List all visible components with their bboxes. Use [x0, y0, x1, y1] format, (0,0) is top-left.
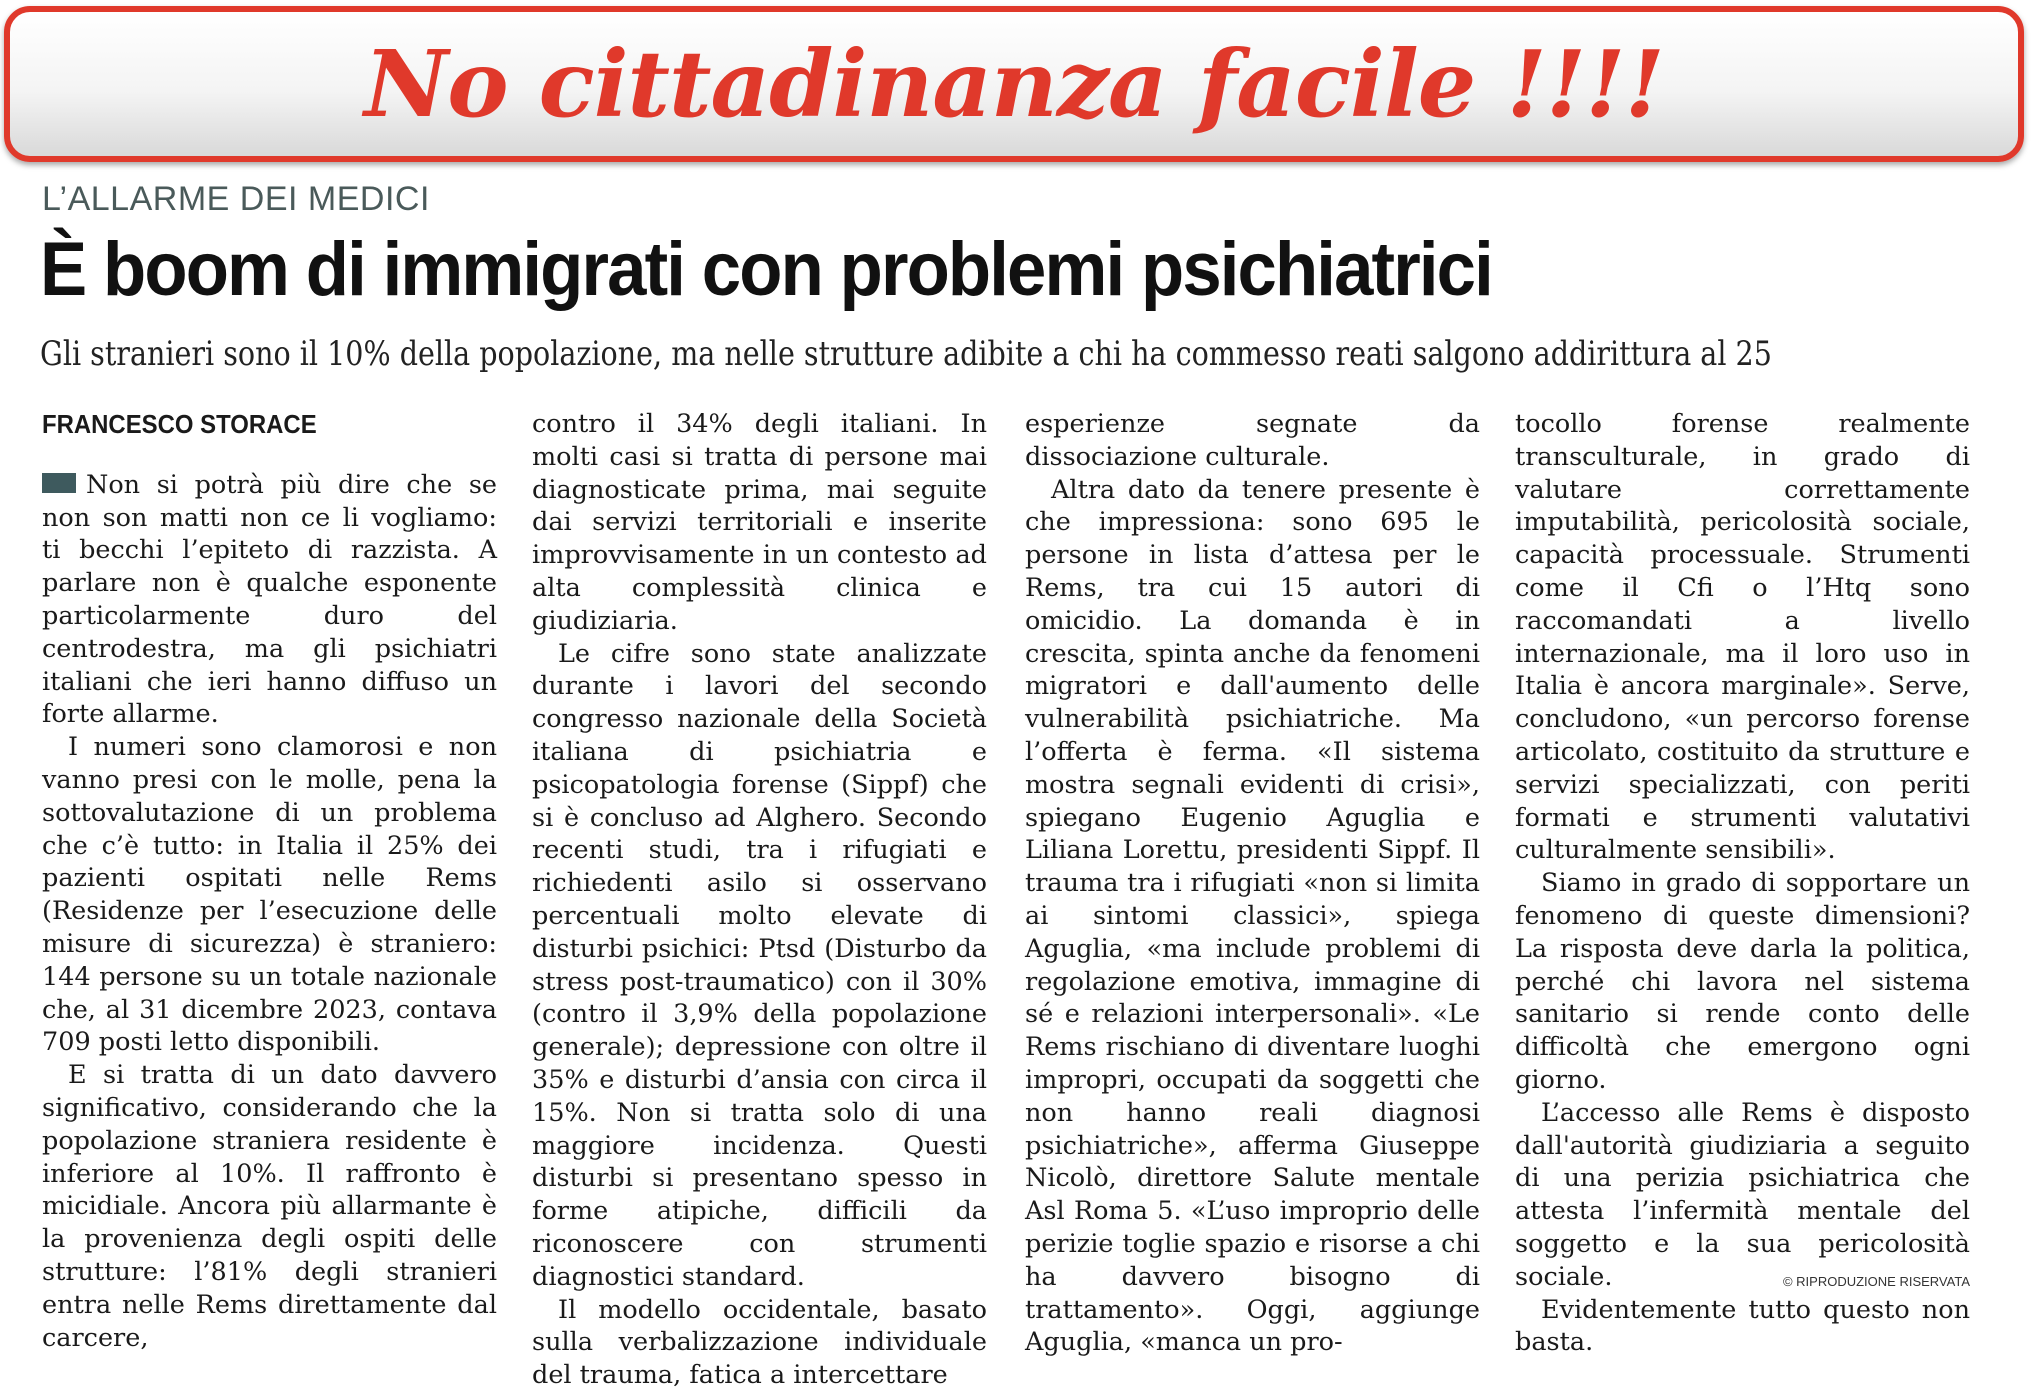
article-paragraph: E si tratta di un dato davvero significativo, considerando che la popolazione straniera residente è inferiore al 10%. Il raffronto è micidiale. Ancora più allarmante è la provenienza degli ospiti delle strutture: l’81% degli stranieri entra nelle Rems direttamente dal carcere, — [42, 1060, 497, 1353]
article-paragraph: Altra dato da tenere presente è che impressiona: sono 695 le persone in lista d’attesa per le Rems, tra cui 15 autori di omicidio. La domanda è in crescita, spinta anche da fenomeni migratori e dall'aumento delle vulnerabilità psichiatriche. Ma l’offerta è ferma. «Il sistema mostra segnali evidenti di crisi», spiegano Eugenio Aguglia e Liliana Lorettu, presidenti Sippf. Il trauma tra i rifugiati «non si limita ai sintomi classici», spiega Aguglia, «ma include problemi di regolazione emotiva, immagine di sé e relazioni interpersonali». «Le Rems rischiano di diventare luoghi impropri, occupati da soggetti che non hanno reali diagnosi psichiatriche», afferma Giuseppe Nicolò, direttore Salute mentale Asl Roma 5. «L’uso improprio delle perizie toglie spazio e risorse a chi ha davvero bisogno di trattamento». Oggi, aggiunge Aguglia, «manca un pro- — [1025, 474, 1480, 1358]
article-column-4 — [1515, 408, 1970, 1359]
article-paragraph: Il modello occidentale, basato sulla verbalizzazione individuale del trauma, fatica a intercettare — [532, 1294, 987, 1391]
article-paragraph: Siamo in grado di sopportare un fenomeno di queste dimensioni? La risposta deve darla la politica, perché chi lavora nel sistema sanitario si rende conto delle difficoltà che emergono ogni giorno. — [1515, 868, 1970, 1095]
article-paragraph: Le cifre sono state analizzate durante i lavori del secondo congresso nazionale della Società italiana di psichiatria e psicopatologia forense (Sippf) che si è concluso ad Alghero. Secondo recenti studi, tra i rifugiati e richiedenti asilo si osservano percentuali molto elevate di disturbi psichici: Ptsd (Disturbo da stress post-traumatico) con il 30% (contro il 3,9% della popolazione generale); depressione con oltre il 35% e disturbi d’ansia con circa il 15%. Non si tratta solo di una maggiore incidenza. Questi disturbi si presentano spesso in forme atipiche, difficili da riconoscere con strumenti diagnostici standard. — [532, 638, 987, 1292]
lead-marker-icon — [42, 473, 76, 493]
article-kicker: L’ALLARME DEI MEDICI — [42, 180, 430, 218]
article-headline: È boom di immigrati con problemi psichiatrici — [40, 227, 1492, 312]
article-paragraph: L’accesso alle Rems è disposto dall'autorità giudiziaria a seguito di una perizia psichiatrica che attesta l’infermità mentale del soggetto e la sua pericolosità sociale. — [1515, 1097, 1970, 1292]
article-paragraph: contro il 34% degli italiani. In molti casi si tratta di persone mai diagnosticate prima, mai seguite dai servizi territoriali e inserite improvvisamente in un contesto ad alta complessità clinica e giudiziaria. — [532, 409, 987, 636]
article-subheadline: Gli stranieri sono il 10% della popolazione, ma nelle strutture adibite a chi ha commesso reati salgono addirittura al 25 — [40, 334, 1772, 374]
article-column-2 — [532, 408, 987, 1392]
article-column-1 — [42, 408, 497, 1354]
article-body — [42, 408, 1970, 1391]
article-paragraph: I numeri sono clamorosi e non vanno presi con le molle, pena la sottovalutazione di un problema che c’è tutto: in Italia il 25% dei pazienti ospitati nelle Rems (Residenze per l’esecuzione delle misure di sicurezza) è straniero: 144 persone su un totale nazionale che, al 31 dicembre 2023, contava 709 posti letto disponibili. — [42, 732, 497, 1058]
banner-title: No cittadinanza facile !!!! — [364, 30, 1664, 138]
article-paragraph: Evidentemente tutto questo non basta. — [1515, 1294, 1970, 1358]
article-paragraph: tocollo forense realmente transculturale, in grado di valutare correttamente imputabilità, pericolosità sociale, capacità processuale. Strumenti come il Cfi o l’Htq sono raccomandati a livello internazionale, ma il loro uso in Italia è ancora marginale». Serve, concludono, «un percorso forense articolato, costituito da strutture e servizi specializzati, con periti formati e strumenti valutativi culturalmente sensibili». — [1515, 409, 1970, 866]
article-paragraph: esperienze segnate da dissociazione culturale. — [1025, 409, 1480, 472]
article-paragraph — [42, 469, 497, 731]
article-byline: FRANCESCO STORACE — [42, 409, 317, 439]
article-column-3 — [1025, 408, 1480, 1359]
banner — [4, 6, 2024, 162]
copyright-notice: © RIPRODUZIONE RISERVATA — [1782, 1274, 1970, 1289]
article-paragraph-text: Non si potrà più dire che se non son matti non ce li vogliamo: ti becchi l’epiteto di razzista. A parlare non è qualche esponente particolarmente duro del centrodestra, ma gli psichiatri italiani che ieri hanno diffuso un forte allarme. — [42, 469, 497, 730]
